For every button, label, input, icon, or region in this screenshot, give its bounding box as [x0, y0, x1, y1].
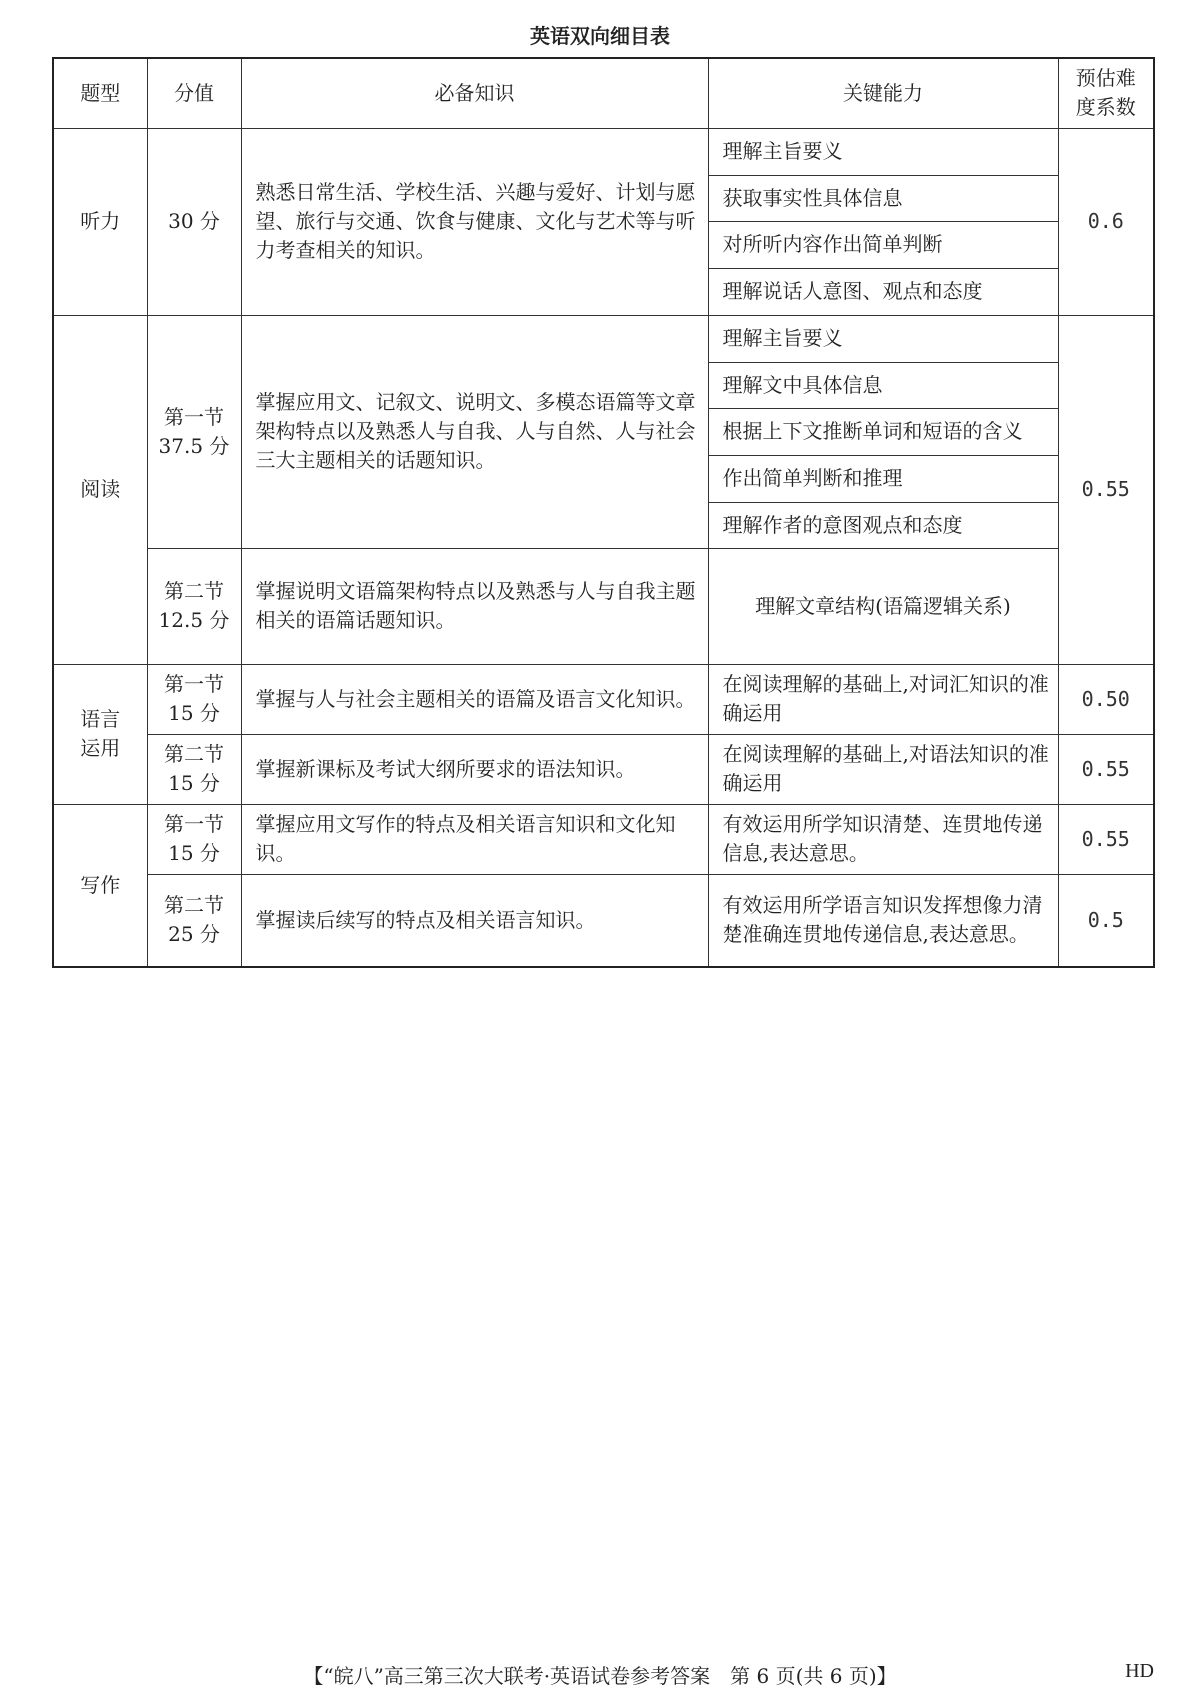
reading-s2-score: 第二节 12.5 分: [147, 548, 241, 664]
language-use-s1-ability: 在阅读理解的基础上,对词汇知识的准确运用: [708, 664, 1058, 734]
header-ability: 关键能力: [708, 58, 1058, 128]
language-use-s2-score: 第二节 15 分: [147, 734, 241, 804]
header-difficulty: 预估难 度系数: [1058, 58, 1154, 128]
language-use-s2-ability: 在阅读理解的基础上,对语法知识的准确运用: [708, 734, 1058, 804]
writing-s2-knowledge: 掌握读后续写的特点及相关语言知识。: [241, 874, 708, 967]
listening-type: 听力: [53, 128, 147, 315]
language-use-type: 语言 运用: [53, 664, 147, 804]
listening-knowledge: 熟悉日常生活、学校生活、兴趣与爱好、计划与愿望、旅行与交通、饮食与健康、文化与艺术等与听力考查相关的知识。: [241, 128, 708, 315]
listening-ability: 对所听内容作出简单判断: [708, 221, 1058, 268]
writing-type: 写作: [53, 804, 147, 967]
listening-ability: 理解主旨要义: [708, 128, 1058, 175]
footer-text: 【“皖八”高三第三次大联考·英语试卷参考答案 第 6 页(共 6 页)】: [303, 1664, 897, 1688]
writing-s2-score: 第二节 25 分: [147, 874, 241, 967]
language-use-s2-difficulty: 0.55: [1058, 734, 1154, 804]
header-score: 分值: [147, 58, 241, 128]
language-use-s2-knowledge: 掌握新课标及考试大纲所要求的语法知识。: [241, 734, 708, 804]
reading-s1-score: 第一节 37.5 分: [147, 315, 241, 548]
table-row: [53, 804, 1154, 874]
reading-type: 阅读: [53, 315, 147, 664]
table-header-row: [53, 58, 1154, 128]
table-row: [53, 874, 1154, 967]
listening-difficulty: 0.6: [1058, 128, 1154, 315]
table-row: [53, 128, 1154, 175]
listening-ability: 理解说话人意图、观点和态度: [708, 268, 1058, 315]
listening-score: 30 分: [147, 128, 241, 315]
writing-s2-difficulty: 0.5: [1058, 874, 1154, 967]
reading-s2-ability: 理解文章结构(语篇逻辑关系): [708, 548, 1058, 664]
reading-ability: 作出简单判断和推理: [708, 455, 1058, 502]
reading-s1-knowledge: 掌握应用文、记叙文、说明文、多模态语篇等文章架构特点以及熟悉人与自我、人与自然、人与社会三大主题相关的话题知识。: [241, 315, 708, 548]
reading-s2-knowledge: 掌握说明文语篇架构特点以及熟悉与人与自我主题相关的语篇话题知识。: [241, 548, 708, 664]
language-use-s1-knowledge: 掌握与人与社会主题相关的语篇及语言文化知识。: [241, 664, 708, 734]
table-row: [53, 664, 1154, 734]
header-knowledge: 必备知识: [241, 58, 708, 128]
spec-table: [52, 57, 1155, 968]
table-row: [53, 548, 1154, 664]
reading-difficulty: 0.55: [1058, 315, 1154, 664]
writing-s2-ability: 有效运用所学语言知识发挥想像力清楚准确连贯地传递信息,表达意思。: [708, 874, 1058, 967]
language-use-s1-difficulty: 0.50: [1058, 664, 1154, 734]
listening-ability: 获取事实性具体信息: [708, 175, 1058, 221]
footer-code: HD: [1125, 1660, 1154, 1682]
reading-ability: 理解作者的意图观点和态度: [708, 502, 1058, 548]
reading-ability: 根据上下文推断单词和短语的含义: [708, 408, 1058, 455]
writing-s1-score: 第一节 15 分: [147, 804, 241, 874]
writing-s1-knowledge: 掌握应用文写作的特点及相关语言知识和文化知识。: [241, 804, 708, 874]
page-title: 英语双向细目表: [530, 24, 670, 48]
table-row: [53, 734, 1154, 804]
reading-ability: 理解文中具体信息: [708, 362, 1058, 408]
footer: [0, 1660, 1200, 1690]
language-use-s1-score: 第一节 15 分: [147, 664, 241, 734]
reading-ability: 理解主旨要义: [708, 315, 1058, 362]
writing-s1-ability: 有效运用所学知识清楚、连贯地传递信息,表达意思。: [708, 804, 1058, 874]
writing-s1-difficulty: 0.55: [1058, 804, 1154, 874]
table-row: [53, 315, 1154, 362]
header-type: 题型: [53, 58, 147, 128]
